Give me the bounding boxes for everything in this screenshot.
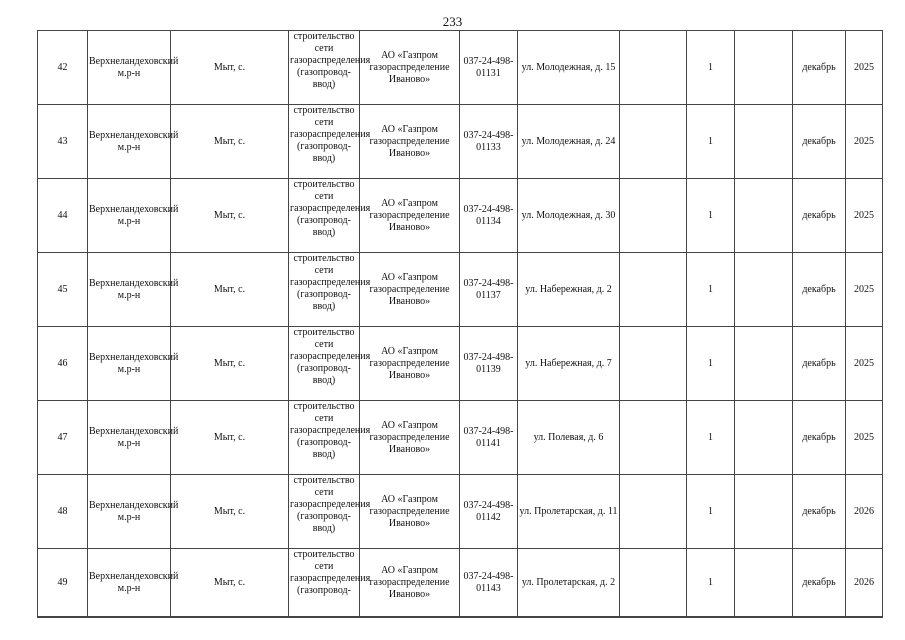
settlement-cell: Мыт, с. bbox=[171, 549, 289, 618]
empty-cell bbox=[735, 31, 793, 105]
work-type-cell: строительство сети газораспределения (газопровод-ввод) bbox=[289, 253, 360, 327]
settlement-cell: Мыт, с. bbox=[171, 475, 289, 549]
settlement-cell: Мыт, с. bbox=[171, 105, 289, 179]
organization-cell: АО «Газпром газораспределение Иваново» bbox=[360, 31, 460, 105]
organization-cell: АО «Газпром газораспределение Иваново» bbox=[360, 105, 460, 179]
page-number: 233 bbox=[442, 14, 463, 29]
work-type-cell: строительство сети газораспределения (газопровод- bbox=[289, 549, 360, 618]
organization-cell: АО «Газпром газораспределение Иваново» bbox=[360, 475, 460, 549]
object-code-cell: 037-24-498-01133 bbox=[460, 105, 518, 179]
object-code-cell: 037-24-498-01142 bbox=[460, 475, 518, 549]
organization-cell: АО «Газпром газораспределение Иваново» bbox=[360, 179, 460, 253]
object-code-cell: 037-24-498-01131 bbox=[460, 31, 518, 105]
table-row bbox=[38, 327, 883, 401]
address-cell: ул. Пролетарская, д. 2 bbox=[518, 549, 620, 618]
table-row bbox=[38, 549, 883, 618]
address-cell: ул. Молодежная, д. 30 bbox=[518, 179, 620, 253]
row-number-cell: 45 bbox=[38, 253, 88, 327]
table-row bbox=[38, 253, 883, 327]
month-cell: декабрь bbox=[793, 475, 846, 549]
empty-cell bbox=[735, 105, 793, 179]
settlement-cell: Мыт, с. bbox=[171, 31, 289, 105]
work-type-cell: строительство сети газораспределения (газопровод-ввод) bbox=[289, 31, 360, 105]
row-number-cell: 43 bbox=[38, 105, 88, 179]
organization-cell: АО «Газпром газораспределение Иваново» bbox=[360, 401, 460, 475]
district-cell: Верхнеландеховский м.р-н bbox=[88, 179, 171, 253]
work-type-cell: строительство сети газораспределения (газопровод-ввод) bbox=[289, 179, 360, 253]
empty-cell bbox=[735, 253, 793, 327]
address-cell: ул. Пролетарская, д. 11 bbox=[518, 475, 620, 549]
empty-cell bbox=[735, 179, 793, 253]
row-number-cell: 49 bbox=[38, 549, 88, 618]
quantity-cell: 1 bbox=[687, 105, 735, 179]
quantity-cell: 1 bbox=[687, 327, 735, 401]
row-number-cell: 48 bbox=[38, 475, 88, 549]
empty-cell bbox=[620, 401, 687, 475]
work-type-cell: строительство сети газораспределения (газопровод-ввод) bbox=[289, 327, 360, 401]
settlement-cell: Мыт, с. bbox=[171, 401, 289, 475]
district-cell: Верхнеландеховский м.р-н bbox=[88, 401, 171, 475]
organization-cell: АО «Газпром газораспределение Иваново» bbox=[360, 549, 460, 618]
object-code-cell: 037-24-498-01143 bbox=[460, 549, 518, 618]
year-cell: 2025 bbox=[846, 401, 883, 475]
year-cell: 2026 bbox=[846, 549, 883, 618]
year-cell: 2025 bbox=[846, 179, 883, 253]
month-cell: декабрь bbox=[793, 179, 846, 253]
address-cell: ул. Набережная, д. 7 bbox=[518, 327, 620, 401]
address-cell: ул. Молодежная, д. 15 bbox=[518, 31, 620, 105]
empty-cell bbox=[620, 549, 687, 618]
empty-cell bbox=[735, 475, 793, 549]
quantity-cell: 1 bbox=[687, 475, 735, 549]
register-table-container bbox=[37, 30, 882, 617]
year-cell: 2025 bbox=[846, 253, 883, 327]
district-cell: Верхнеландеховский м.р-н bbox=[88, 549, 171, 618]
empty-cell bbox=[620, 179, 687, 253]
table-row bbox=[38, 475, 883, 549]
address-cell: ул. Набережная, д. 2 bbox=[518, 253, 620, 327]
empty-cell bbox=[735, 327, 793, 401]
organization-cell: АО «Газпром газораспределение Иваново» bbox=[360, 327, 460, 401]
register-table bbox=[37, 30, 883, 618]
empty-cell bbox=[735, 401, 793, 475]
empty-cell bbox=[620, 31, 687, 105]
month-cell: декабрь bbox=[793, 549, 846, 618]
year-cell: 2026 bbox=[846, 475, 883, 549]
settlement-cell: Мыт, с. bbox=[171, 253, 289, 327]
year-cell: 2025 bbox=[846, 327, 883, 401]
work-type-cell: строительство сети газораспределения (газопровод-ввод) bbox=[289, 401, 360, 475]
settlement-cell: Мыт, с. bbox=[171, 179, 289, 253]
object-code-cell: 037-24-498-01141 bbox=[460, 401, 518, 475]
empty-cell bbox=[620, 475, 687, 549]
quantity-cell: 1 bbox=[687, 549, 735, 618]
empty-cell bbox=[620, 105, 687, 179]
object-code-cell: 037-24-498-01134 bbox=[460, 179, 518, 253]
row-number-cell: 44 bbox=[38, 179, 88, 253]
table-row bbox=[38, 401, 883, 475]
row-number-cell: 47 bbox=[38, 401, 88, 475]
address-cell: ул. Полевая, д. 6 bbox=[518, 401, 620, 475]
quantity-cell: 1 bbox=[687, 31, 735, 105]
month-cell: декабрь bbox=[793, 253, 846, 327]
quantity-cell: 1 bbox=[687, 253, 735, 327]
organization-cell: АО «Газпром газораспределение Иваново» bbox=[360, 253, 460, 327]
year-cell: 2025 bbox=[846, 31, 883, 105]
object-code-cell: 037-24-498-01137 bbox=[460, 253, 518, 327]
district-cell: Верхнеландеховский м.р-н bbox=[88, 105, 171, 179]
year-cell: 2025 bbox=[846, 105, 883, 179]
settlement-cell: Мыт, с. bbox=[171, 327, 289, 401]
month-cell: декабрь bbox=[793, 327, 846, 401]
quantity-cell: 1 bbox=[687, 179, 735, 253]
month-cell: декабрь bbox=[793, 31, 846, 105]
table-row bbox=[38, 31, 883, 105]
district-cell: Верхнеландеховский м.р-н bbox=[88, 327, 171, 401]
month-cell: декабрь bbox=[793, 401, 846, 475]
table-row bbox=[38, 179, 883, 253]
row-number-cell: 42 bbox=[38, 31, 88, 105]
district-cell: Верхнеландеховский м.р-н bbox=[88, 253, 171, 327]
row-number-cell: 46 bbox=[38, 327, 88, 401]
work-type-cell: строительство сети газораспределения (газопровод-ввод) bbox=[289, 105, 360, 179]
work-type-cell: строительство сети газораспределения (газопровод-ввод) bbox=[289, 475, 360, 549]
object-code-cell: 037-24-498-01139 bbox=[460, 327, 518, 401]
district-cell: Верхнеландеховский м.р-н bbox=[88, 31, 171, 105]
month-cell: декабрь bbox=[793, 105, 846, 179]
address-cell: ул. Молодежная, д. 24 bbox=[518, 105, 620, 179]
table-row bbox=[38, 105, 883, 179]
quantity-cell: 1 bbox=[687, 401, 735, 475]
empty-cell bbox=[620, 327, 687, 401]
empty-cell bbox=[735, 549, 793, 618]
district-cell: Верхнеландеховский м.р-н bbox=[88, 475, 171, 549]
empty-cell bbox=[620, 253, 687, 327]
